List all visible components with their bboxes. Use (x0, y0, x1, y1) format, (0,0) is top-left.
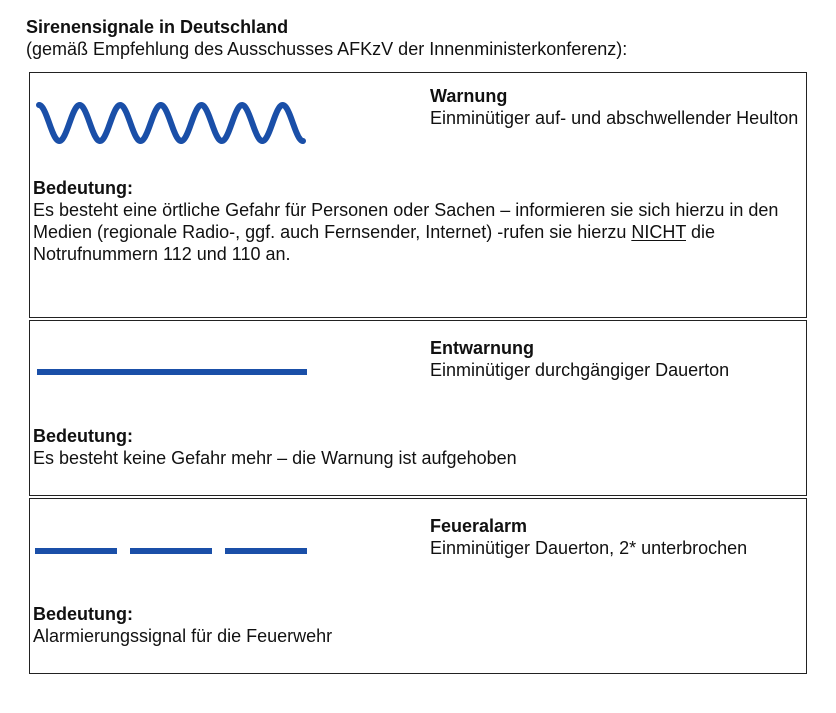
continuous-line-symbol-icon (33, 341, 313, 401)
document-subtitle: (gemäß Empfehlung des Ausschusses AFKzV der Innenministerkonferenz): (26, 39, 628, 59)
meaning-heading-feueralarm: Bedeutung: (33, 604, 133, 624)
signal-box-feueralarm (29, 498, 807, 674)
signal-name-warnung: Warnung (430, 86, 508, 106)
signal-box-entwarnung (29, 320, 807, 496)
dashed-line-symbol-icon (33, 519, 313, 579)
meaning-heading-entwarnung: Bedeutung: (33, 426, 133, 446)
meaning-text-feueralarm: Alarmierungssignal für die Feuerwehr (33, 626, 333, 646)
signal-box-warnung (29, 72, 807, 318)
wave-symbol-icon (33, 91, 313, 151)
meaning-text-warnung (33, 199, 805, 265)
signal-description-entwarnung: Einminütiger durchgängiger Dauerton (430, 360, 730, 380)
signal-name-feueralarm: Feueralarm (430, 516, 528, 536)
meaning-text-warnung-part2: die Notrufnummern 112 und 110 an. (33, 222, 716, 264)
signal-description-feueralarm: Einminütiger Dauerton, 2* unterbrochen (430, 538, 748, 558)
document-title: Sirenensignale in Deutschland (26, 17, 289, 37)
meaning-text-entwarnung: Es besteht keine Gefahr mehr – die Warnung ist aufgehoben (33, 448, 517, 468)
meaning-heading-warnung: Bedeutung: (33, 178, 133, 198)
signal-description-warnung: Einminütiger auf- und abschwellender Heulton (430, 108, 799, 128)
meaning-text-warnung-part1: Es besteht eine örtliche Gefahr für Personen oder Sachen – informieren sie sich hierzu in den Medien (regionale Radio-, ggf. auch Fernsender, Internet) -rufen sie hierzu (33, 200, 779, 242)
signal-name-entwarnung: Entwarnung (430, 338, 534, 358)
meaning-text-warnung-underlined: NICHT (631, 222, 686, 242)
